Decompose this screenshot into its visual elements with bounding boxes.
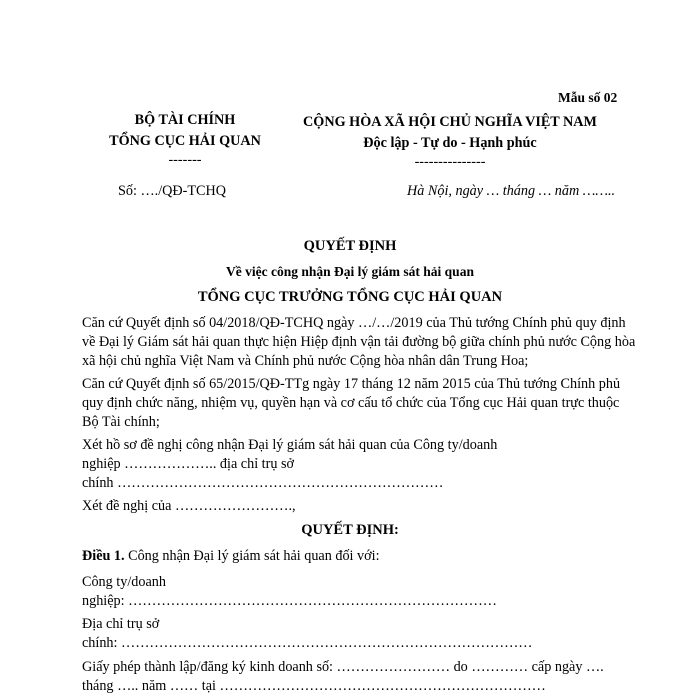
department-name: TỔNG CỤC HẢI QUAN xyxy=(109,133,261,149)
country-name: CỘNG HÒA XÃ HỘI CHỦ NGHĨA VIỆT NAM xyxy=(303,114,597,130)
document-number: Số: …./QĐ-TCHQ xyxy=(118,183,226,199)
company-field-line: nghiệp: …………………………………………………………………… xyxy=(82,593,497,609)
proposal-review-line: Xét đề nghị của ……………………., xyxy=(82,498,296,514)
legal-basis-2-line: Căn cứ Quyết định số 65/2015/QĐ-TTg ngày 17 tháng 12 năm 2015 của Thủ tướng Chính phủ xyxy=(82,376,621,392)
article-1-text: Công nhận Đại lý giám sát hải quan đối với: xyxy=(124,548,380,564)
address-field-line: chính: …………………………………………………………………………… xyxy=(82,635,533,651)
article-1 xyxy=(82,547,622,566)
ministry-name: BỘ TÀI CHÍNH xyxy=(134,112,236,128)
application-review xyxy=(82,436,622,493)
legal-basis-1-line: về Đại lý Giám sát hải quan thực hiện Hiệp định vận tải đường bộ giữa chính phủ nước Cộng hòa xyxy=(82,334,636,350)
right-header xyxy=(300,112,600,170)
right-divider: --------------- xyxy=(414,154,486,170)
address-field-line: Địa chỉ trụ sở xyxy=(82,616,160,632)
left-divider: ------- xyxy=(168,152,202,168)
legal-basis-2-line: Bộ Tài chính; xyxy=(82,414,160,430)
address-field xyxy=(82,615,622,653)
legal-basis-1 xyxy=(82,314,636,371)
company-field xyxy=(82,573,622,611)
legal-basis-2 xyxy=(82,375,622,432)
application-review-line: Xét hồ sơ đề nghị công nhận Đại lý giám sát hải quan của Công ty/doanh xyxy=(82,437,498,453)
national-motto: Độc lập - Tự do - Hạnh phúc xyxy=(363,135,537,151)
legal-basis-2-line: quy định chức năng, nhiệm vụ, quyền hạn và cơ cấu tổ chức của Tổng cục Hải quan trực thuộc xyxy=(82,395,620,411)
license-field-line: Giấy phép thành lập/đăng ký kinh doanh số: …………………… do ………… cấp ngày …. xyxy=(82,659,604,675)
decision-heading: QUYẾT ĐỊNH: xyxy=(301,522,399,538)
proposal-review xyxy=(82,497,622,516)
article-1-label: Điều 1. xyxy=(82,548,125,564)
form-number: Mẫu số 02 xyxy=(558,90,618,105)
application-review-line: chính …………………………………………………………… xyxy=(82,475,444,491)
legal-basis-1-line: xã hội chủ nghĩa Việt Nam và Chính phủ nước Cộng hòa nhân dân Trung Hoa; xyxy=(82,353,529,369)
license-field xyxy=(82,658,622,696)
issuing-authority: TỔNG CỤC TRƯỞNG TỔNG CỤC HẢI QUAN xyxy=(197,289,503,305)
place-date: Hà Nội, ngày … tháng … năm …….. xyxy=(407,183,616,199)
application-review-line: nghiệp ……………….. địa chỉ trụ sở xyxy=(82,456,295,472)
document-title: QUYẾT ĐỊNH xyxy=(303,238,397,254)
license-field-line: tháng ….. năm …… tại …………………………………………………………… xyxy=(82,678,546,694)
document-subject: Về việc công nhận Đại lý giám sát hải quan xyxy=(226,264,474,279)
left-header xyxy=(100,110,270,168)
company-field-line: Công ty/doanh xyxy=(82,574,166,590)
legal-basis-1-line: Căn cứ Quyết định số 04/2018/QĐ-TCHQ ngày …/…/2019 của Thủ tướng Chính phủ quy định xyxy=(82,315,626,331)
